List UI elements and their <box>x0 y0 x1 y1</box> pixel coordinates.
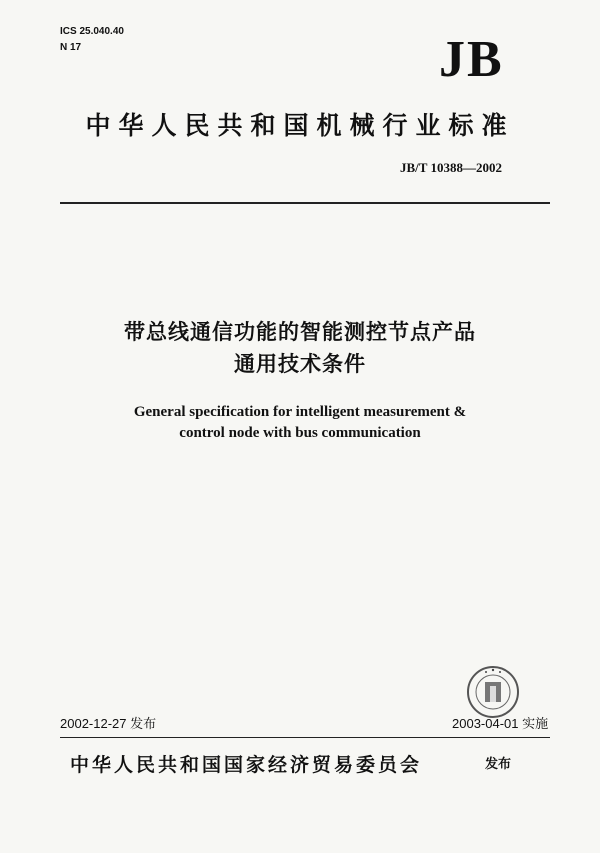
issue-date <box>60 716 156 733</box>
jb-logo: JB <box>439 31 504 88</box>
issue-date-value: 2002-12-27 <box>60 716 127 731</box>
ics-code: ICS 25.040.40 <box>60 26 124 37</box>
header-divider <box>60 202 550 204</box>
official-seal-icon <box>466 665 520 719</box>
implementation-date-value: 2003-04-01 <box>452 716 519 731</box>
standard-number: JB/T 10388—2002 <box>400 160 502 175</box>
standard-type-title: 中华人民共和国机械行业标准 <box>85 111 515 140</box>
document-title-en-line2: control node with bus communication <box>179 425 421 441</box>
document-title-cn-line1: 带总线通信功能的智能测控节点产品 <box>124 320 476 344</box>
document-title-cn-line2: 通用技术条件 <box>234 352 366 376</box>
footer-divider <box>60 737 550 738</box>
classification-code: N 17 <box>60 42 82 53</box>
publish-label: 发布 <box>485 757 512 772</box>
implementation-date-label: 实施 <box>522 717 549 732</box>
document-title-en-line1: General specification for intelligent measurement & <box>133 404 467 420</box>
publisher-name: 中华人民共和国国家经济贸易委员会 <box>70 754 423 776</box>
implementation-date <box>452 716 548 733</box>
issue-date-label: 发布 <box>130 717 157 732</box>
